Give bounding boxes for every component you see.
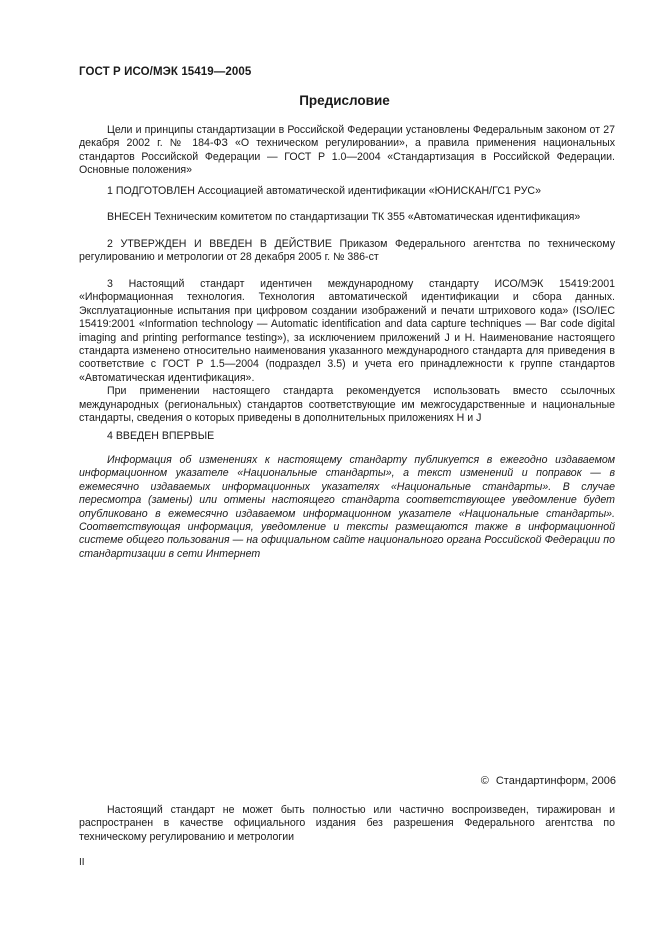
item-4-block <box>79 430 615 443</box>
item-1-submitted: ВНЕСЕН Техническим комитетом по стандартизации ТК 355 «Автоматическая идентификация» <box>107 211 581 223</box>
item-2-block <box>79 238 615 265</box>
item-2-approved: 2 УТВЕРЖДЕН И ВВЕДЕН В ДЕЙСТВИЕ Приказом Федерального агентства по техническому регулированию и метрологии от 28 декабря 2005 г. № 386-ст <box>79 238 615 264</box>
rights-notice: Настоящий стандарт не может быть полностью или частично воспроизведен, тиражирован и распространен в качестве официального издания без разрешения Федерального агентства по техническому регулированию и метрологии <box>79 804 615 843</box>
item-4-first-introduced: 4 ВВЕДЕН ВПЕРВЫЕ <box>107 430 215 442</box>
copyright-symbol: © <box>480 775 489 787</box>
item-3-identical: 3 Настоящий стандарт идентичен международному стандарту ИСО/МЭК 15419:2001 «Информационная технология. Технология автоматической идентификации и сбора данных. Эксплуатационные испытания при цифровом создании изображений и печати штрихового кода» (ISO/IEC 15419:2001 «Information technology — Automatic identification and data capture techniques — Bar code digital imaging and printing performance testing»), за исключением приложений J и H. Наименование настоящего стандарта изменено относительно наименования указанного международного стандарта для приведения в соответствие с ГОСТ Р 1.5—2004 (подраздел 3.5) и учета его принадлежности к группе стандартов «Автоматическая идентификация». <box>79 278 615 384</box>
item-1-block <box>79 185 615 198</box>
rights-notice-block <box>79 804 615 844</box>
item-1-submitted-block <box>79 211 615 224</box>
item-3-block <box>79 278 615 425</box>
item-3-note: При применении настоящего стандарта рекомендуется использовать вместо ссылочных международных (региональных) стандартов соответствующие им межгосударственные и национальные стандарты, сведения о которых приведены в дополнительных приложениях H и J <box>79 385 615 425</box>
notice-block <box>79 454 615 561</box>
copyright-text: Стандартинформ, 2006 <box>495 775 616 787</box>
intro-paragraph-block <box>79 124 615 178</box>
page-number: II <box>79 857 85 868</box>
standard-code-header: ГОСТ Р ИСО/МЭК 15419—2005 <box>79 66 252 78</box>
item-1-prepared: 1 ПОДГОТОВЛЕН Ассоциацией автоматической идентификации «ЮНИСКАН/ГС1 РУС» <box>107 185 541 197</box>
changes-notice: Информация об изменениях к настоящему стандарту публикуется в ежегодно издаваемом информационном указателе «Национальные стандарты», а текст изменений и поправок — в ежемесячно издаваемых информационных указателях «Национальные стандарты». В случае пересмотра (замены) или отмены настоящего стандарта соответствующее уведомление будет опубликовано в ежемесячно издаваемом информационном указателе «Национальные стандарты». Соответствующая информация, уведомление и тексты размещаются также в информационной системе общего пользования — на официальном сайте национального органа Российской Федерации по стандартизации в сети Интернет <box>79 454 615 560</box>
copyright <box>481 775 616 787</box>
page-title: Предисловие <box>299 93 390 108</box>
intro-paragraph: Цели и принципы стандартизации в Российской Федерации установлены Федеральным законом от 27 декабря 2002 г. № 184-ФЗ «О техническом регулировании», а правила применения национальных стандартов Российской Федерации — ГОСТ Р 1.0—2004 «Стандартизация в Российской Федерации. Основные положения» <box>79 124 615 177</box>
